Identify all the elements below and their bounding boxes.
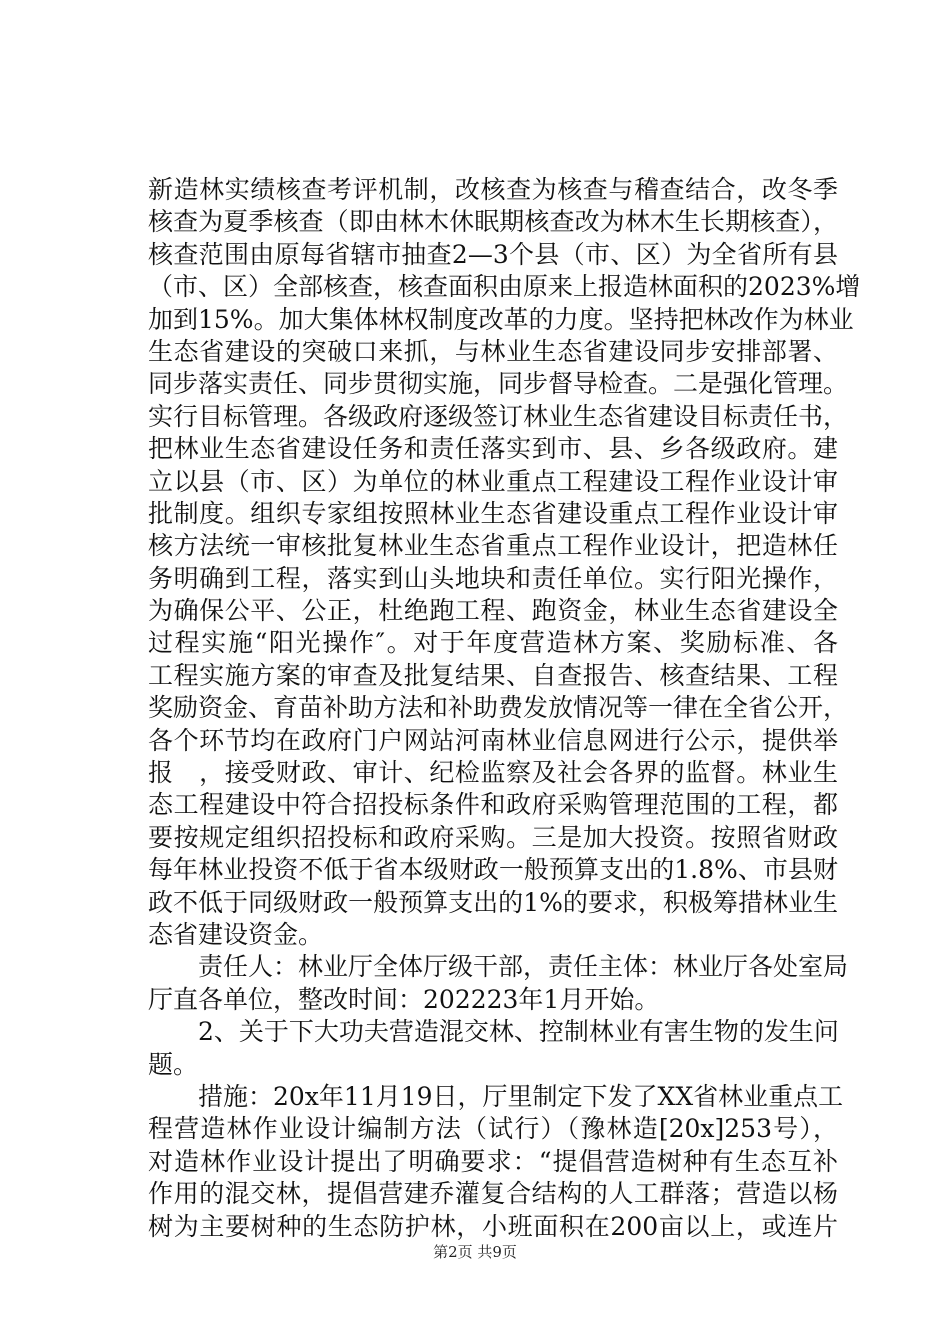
text-line: 务明确到工程，落实到山头地块和责任单位。实行阳光操作， [148, 563, 838, 593]
text-line-paragraph-end: 题。 [148, 1049, 199, 1079]
text-line: （市、区）全部核查，核查面积由原来上报造林面积的2023%增 [148, 272, 861, 302]
text-line: 要按规定组织招投标和政府采购。三是加大投资。按照省财政 [148, 822, 838, 852]
text-line-paragraph-end: 态省建设资金。 [148, 919, 324, 949]
text-line: 报 ，接受财政、审计、纪检监察及社会各界的监督。林业生 [148, 758, 838, 788]
text-line: 批制度。组织专家组按照林业生态省建设重点工程作业设计审 [148, 498, 838, 528]
text-line-measures: 措施：20x年11月19日，厅里制定下发了XX省林业重点工 [148, 1081, 844, 1111]
text-line-paragraph-end: 厅直各单位，整改时间：202223年1月开始。 [148, 984, 660, 1014]
text-line: 态工程建设中符合招投标条件和政府采购管理范围的工程，都 [148, 790, 838, 820]
text-line: 生态省建设的突破口来抓，与林业生态省建设同步安排部署、 [148, 336, 838, 366]
text-line: 奖励资金、育苗补助方法和补助费发放情况等一律在全省公开， [148, 693, 849, 723]
text-line: 过程实施“阳光操作″。对于年度营造林方案、奖励标准、各 [148, 628, 838, 658]
text-line: 核查范围由原每省辖市抽查2—3个县（市、区）为全省所有县 [148, 239, 838, 269]
text-line: 政不低于同级财政一般预算支出的1%的要求，积极筹措林业生 [148, 887, 838, 917]
text-line: 核方法统一审核批复林业生态省重点工程作业设计，把造林任 [148, 531, 838, 561]
text-line-section-heading: 2、关于下大功夫营造混交林、控制林业有害生物的发生问 [148, 1017, 839, 1047]
page-footer [0, 1241, 950, 1262]
text-line: 加到15%。加大集体林权制度改革的力度。坚持把林改作为林业 [148, 304, 854, 334]
text-line: 各个环节均在政府门户网站河南林业信息网进行公示，提供举 [148, 725, 838, 755]
text-line: 实行目标管理。各级政府逐级签订林业生态省建设目标责任书， [148, 401, 849, 431]
text-line: 为确保公平、公正，杜绝跑工程、跑资金，林业生态省建设全 [148, 596, 838, 626]
text-line: 作用的混交林，提倡营建乔灌复合结构的人工群落；营造以杨 [148, 1179, 838, 1209]
text-line: 同步落实责任、同步贯彻实施，同步督导检查。二是强化管理。 [148, 369, 849, 399]
text-line: 树为主要树种的生态防护林，小班面积在200亩以上，或连片 [148, 1211, 838, 1241]
text-line-responsible-person: 责任人：林业厅全体厅级干部，责任主体：林业厅各处室局 [148, 952, 849, 982]
text-line: 对造林作业设计提出了明确要求：“提倡营造树种有生态互补 [148, 1146, 838, 1176]
text-line: 核查为夏季核查（即由林木休眠期核查改为林木生长期核查）， [148, 207, 838, 237]
text-line: 把林业生态省建设任务和责任落实到市、县、乡各级政府。建 [148, 434, 838, 464]
text-line: 新造林实绩核查考评机制，改核查为核查与稽查结合，改冬季 [148, 175, 838, 204]
text-line: 工程实施方案的审查及批复结果、自查报告、核查结果、工程 [148, 660, 838, 690]
text-line: 每年林业投资不低于省本级财政一般预算支出的1.8%、市县财 [148, 855, 838, 885]
page-number-label: 第2页 共9页 [433, 1243, 517, 1261]
text-line: 立以县（市、区）为单位的林业重点工程建设工程作业设计审 [148, 466, 838, 496]
document-body [148, 174, 861, 1243]
text-line: 程营造林作业设计编制方法（试行）（豫林造[20x]253号）， [148, 1114, 838, 1144]
